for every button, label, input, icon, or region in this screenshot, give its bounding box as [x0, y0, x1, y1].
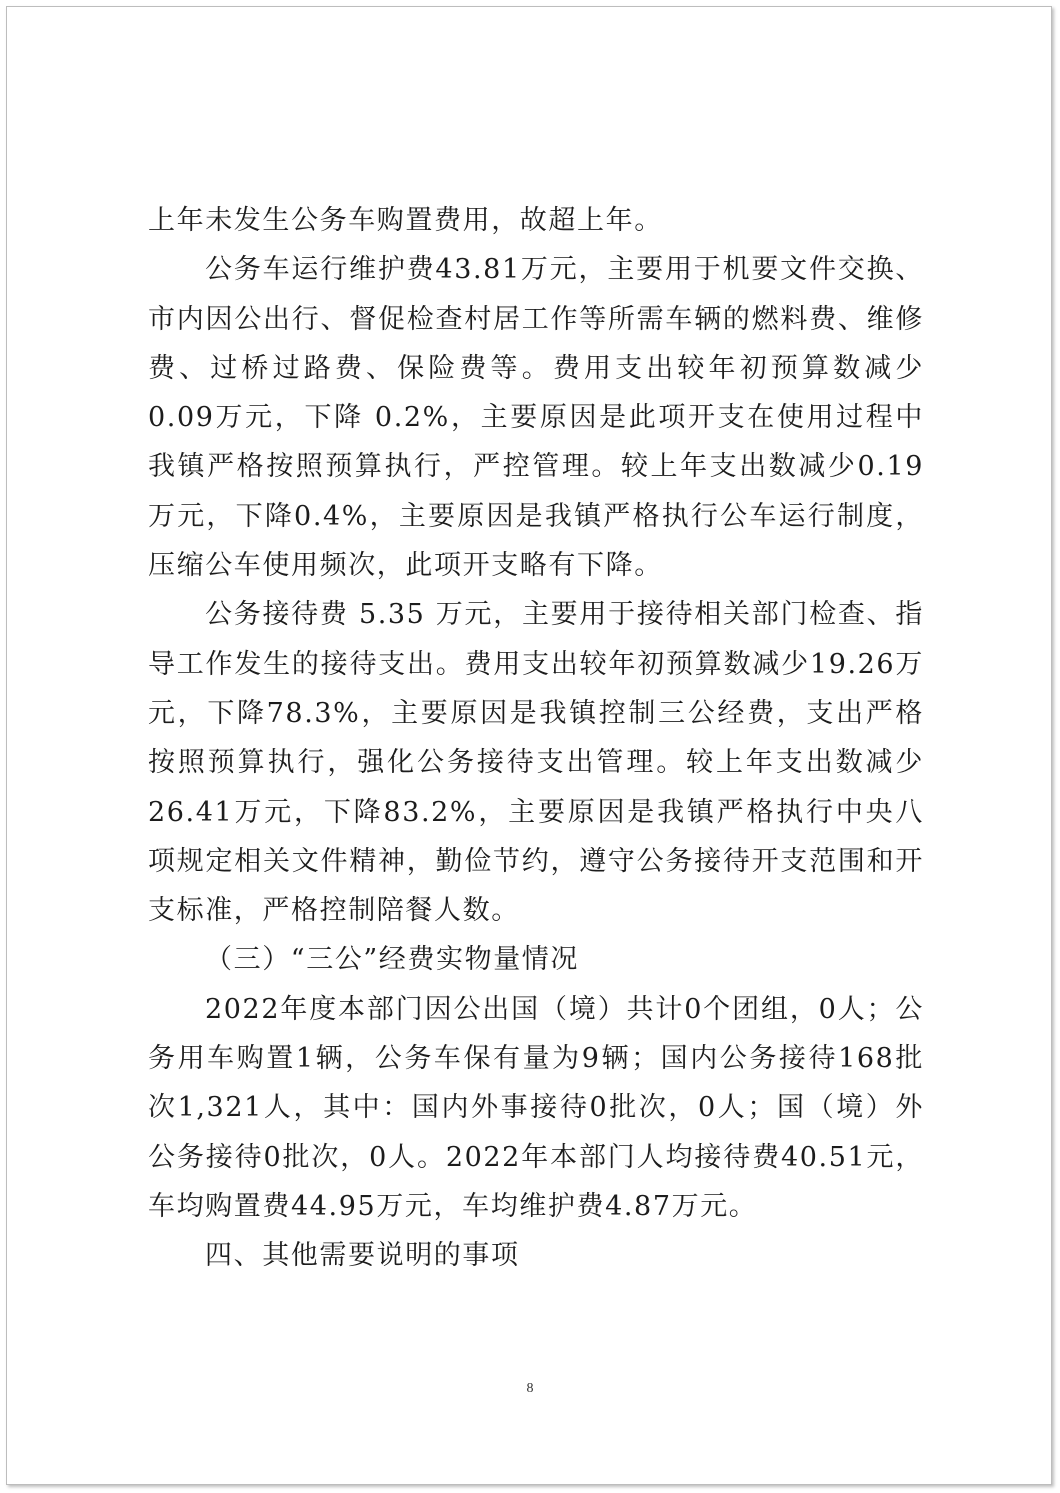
- document-body: [148, 196, 924, 1281]
- paragraph-official-reception: 公务接待费 5.35 万元，主要用于接待相关部门检查、指导工作发生的接待支出。费用支出较年初预算数减少19.26万元，下降78.3%，主要原因是我镇控制三公经费，支出严格按照预算执行，强化公务接待支出管理。较上年支出数减少26.41万元，下降83.2%，主要原因是我镇严格执行中央八项规定相关文件精神，勤俭节约，遵守公务接待开支范围和开支标准，严格控制陪餐人数。: [148, 599, 924, 927]
- section-heading-physical-quantities: （三）“三公”经费实物量情况: [205, 944, 580, 976]
- page-number: 8: [526, 1381, 534, 1396]
- paragraph-vehicle-purchase-note: 上年未发生公务车购置费用，故超上年。: [148, 205, 663, 236]
- paragraph-vehicle-maintenance: 公务车运行维护费43.81万元，主要用于机要文件交换、市内因公出行、督促检查村居工作等所需车辆的燃料费、维修费、过桥过路费、保险费等。费用支出较年初预算数减少0.09万元，下降 0.2%，主要原因是此项开支在使用过程中我镇严格按照预算执行，严控管理。较上年支出数减少0.19万元，下降0.4%，主要原因是我镇严格执行公车运行制度，压缩公车使用频次，此项开支略有下降。: [148, 254, 924, 582]
- paragraph-physical-quantities: 2022年度本部门因公出国（境）共计0个团组，0人；公务用车购置1辆，公务车保有量为9辆；国内公务接待168批次1,321人，其中：国内外事接待0批次，0人；国（境）外公务接待0批次，0人。2022年本部门人均接待费40.51元，车均购置费44.95万元，车均维护费4.87万元。: [148, 993, 924, 1222]
- section-heading-other-matters: 四、其他需要说明的事项: [205, 1240, 520, 1272]
